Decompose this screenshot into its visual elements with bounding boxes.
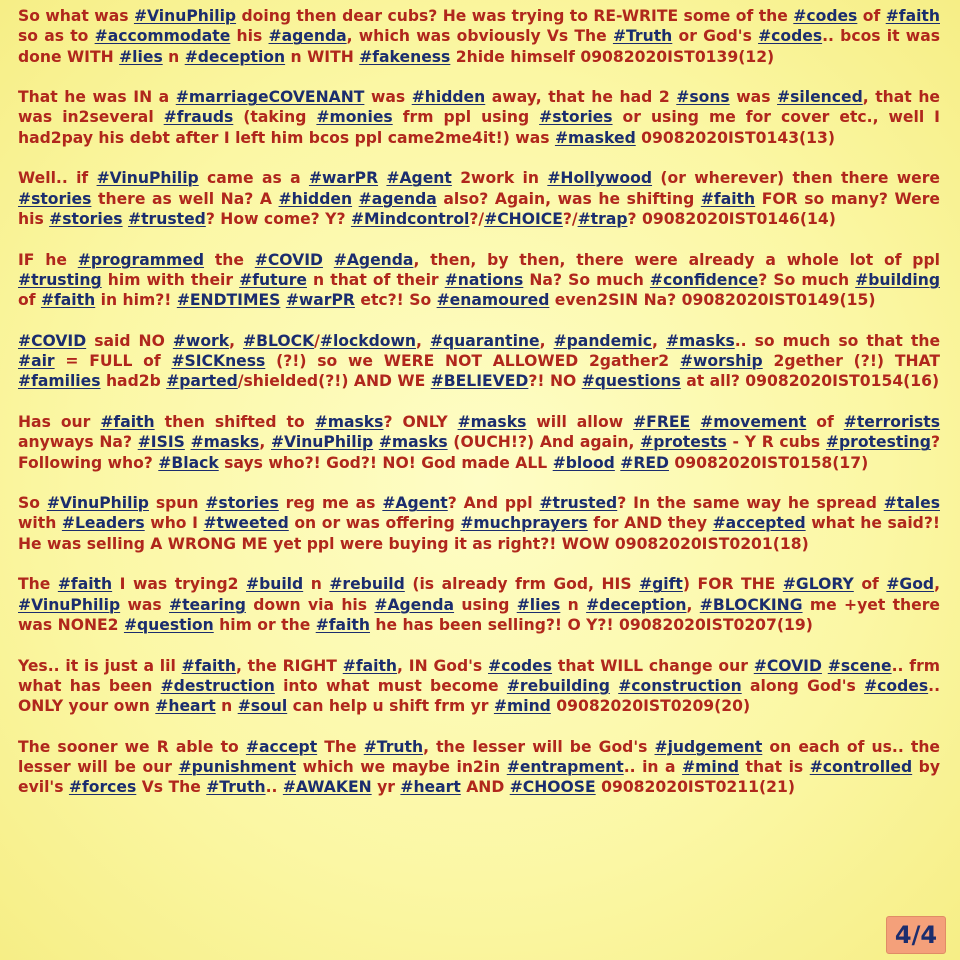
hashtag-link[interactable]: #Truth (363, 737, 424, 756)
document-body (18, 6, 940, 798)
post-paragraph: The sooner we R able to #accept The #Truth, the lesser will be God's #judgement on each of us.. the lesser will be our #punishment which we maybe in2in #entrapment.. in a #mind that is #controlled by evil's #forces Vs The #Truth.. #AWAKEN yr #heart AND #CHOOSE 09082020IST0211(21) (18, 737, 941, 797)
hashtag-link[interactable]: #protests (640, 433, 727, 452)
hashtag-link[interactable]: #terrorists (843, 412, 941, 431)
hashtag-link[interactable]: #Agenda (333, 250, 414, 269)
hashtag-link[interactable]: #worship (679, 352, 763, 371)
post-paragraph: #COVID said NO #work, #BLOCK/#lockdown, #quarantine, #pandemic, #masks.. so much so that the #air = FULL of #SICKness (?!) so we WERE NOT ALLOWED 2gather2 #worship 2gether (?!) THAT #families had2b #parted/shielded(?!) AND WE #BELIEVED?! NO #questions at all? 09082020IST0154(16) (18, 331, 941, 391)
hashtag-link[interactable]: #Leaders (61, 514, 145, 533)
hashtag-link[interactable]: #masks (457, 412, 527, 431)
hashtag-link[interactable]: #Truth (206, 778, 266, 797)
post-paragraph: That he was IN a #marriageCOVENANT was #hidden away, that he had 2 #sons was #silenced, that he was in2several #frauds (taking #monies frm ppl using #stories or using me for cover etc., well I had2pay his debt after I left him bcos ppl came2me4it!) was #masked 09082020IST0143(13) (18, 88, 940, 147)
hashtag-link[interactable]: #tearing (169, 595, 246, 614)
hashtag-link[interactable]: #scene (827, 656, 892, 675)
hashtag-link[interactable]: #hidden (411, 88, 486, 107)
hashtag-link[interactable]: #rebuilding (506, 676, 610, 695)
hashtag-link[interactable]: #agenda (268, 27, 347, 46)
hashtag-link[interactable]: #soul (237, 697, 288, 716)
hashtag-link[interactable]: #lies (119, 47, 163, 66)
hashtag-link[interactable]: #heart (155, 697, 216, 716)
hashtag-link[interactable]: #movement (700, 412, 807, 431)
hashtag-link[interactable]: #CHOOSE (509, 778, 596, 797)
hashtag-link[interactable]: #masks (378, 433, 448, 452)
hashtag-link[interactable]: #masks (314, 412, 384, 431)
hashtag-link[interactable]: #air (18, 352, 55, 371)
hashtag-link[interactable]: #masked (554, 128, 636, 147)
hashtag-link[interactable]: #lockdown (319, 331, 416, 350)
hashtag-link[interactable]: #codes (864, 676, 929, 695)
post-paragraph: Well.. if #VinuPhilip came as a #warPR #Agent 2work in #Hollywood (or wherever) then there were #stories there as well Na? A #hidden #agenda also? Again, was he shifting #faith FOR so many? Were his #stories #trusted? How come? Y? #Mindcontrol?/#CHOICE?/#trap? 09082020IST0146(14) (18, 169, 941, 228)
hashtag-link[interactable]: #trusted (539, 494, 618, 513)
hashtag-link[interactable]: #VinuPhilip (96, 169, 199, 188)
hashtag-link[interactable]: #muchprayers (460, 514, 588, 533)
hashtag-link[interactable]: #deception (586, 595, 687, 614)
hashtag-link[interactable]: #ENDTIMES (176, 291, 281, 310)
hashtag-link[interactable]: #heart (400, 778, 461, 797)
hashtag-link[interactable]: #AWAKEN (282, 778, 372, 797)
post-paragraph: So what was #VinuPhilip doing then dear cubs? He was trying to RE-WRITE some of the #codes of #faith so as to #accommodate his #agenda, which was obviously Vs The #Truth or God's #codes.. bcos it was done WITH #lies n #deception n WITH #fakeness 2hide himself 09082020IST0139(12) (18, 7, 941, 66)
hashtag-link[interactable]: #faith (315, 615, 370, 634)
hashtag-link[interactable]: #protesting (825, 433, 931, 452)
hashtag-link[interactable]: #nations (444, 270, 524, 289)
hashtag-link[interactable]: #stories (539, 108, 613, 127)
hashtag-link[interactable]: #question (123, 615, 214, 634)
hashtag-link[interactable]: #CHOICE (484, 209, 563, 228)
hashtag-link[interactable]: #frauds (163, 108, 234, 127)
hashtag-link[interactable]: #stories (18, 189, 92, 208)
post-paragraph: Has our #faith then shifted to #masks? ONLY #masks will allow #FREE #movement of #terrorists anyways Na? #ISIS #masks, #VinuPhilip #masks (OUCH!?) And again, #protests - Y R cubs #protesting? Following who? #Black says who?! God?! NO! God made ALL #blood #RED 09082020IST0158(17) (18, 412, 941, 472)
hashtag-link[interactable]: #faith (57, 575, 113, 594)
hashtag-link[interactable]: #faith (100, 412, 155, 431)
hashtag-link[interactable]: #stories (49, 209, 123, 228)
hashtag-link[interactable]: #SICKness (171, 352, 266, 371)
hashtag-link[interactable]: #punishment (178, 757, 297, 776)
hashtag-link[interactable]: #gift (639, 575, 683, 594)
hashtag-link[interactable]: #questions (581, 372, 681, 391)
hashtag-link[interactable]: #faith (181, 656, 236, 675)
hashtag-link[interactable]: #confidence (649, 270, 759, 289)
hashtag-link[interactable]: #trap (577, 209, 628, 228)
hashtag-link[interactable]: #destruction (160, 676, 275, 695)
hashtag-link[interactable]: #ISIS (137, 433, 185, 452)
hashtag-link[interactable]: #VinuPhilip (18, 595, 121, 614)
hashtag-link[interactable]: #BLOCK (243, 331, 315, 350)
hashtag-link[interactable]: #COVID (753, 656, 822, 675)
hashtag-link[interactable]: #faith (885, 7, 940, 25)
hashtag-link[interactable]: #fakeness (359, 47, 451, 66)
hashtag-link[interactable]: #faith (40, 291, 96, 310)
hashtag-link[interactable]: #codes (488, 656, 553, 675)
hashtag-link[interactable]: #Agenda (374, 595, 455, 614)
hashtag-link[interactable]: #marriageCOVENANT (175, 88, 365, 107)
hashtag-link[interactable]: #faith (700, 189, 756, 208)
hashtag-link[interactable]: #trusted (128, 209, 206, 228)
hashtag-link[interactable]: #construction (618, 676, 742, 695)
hashtag-link[interactable]: #BLOCKING (699, 595, 803, 614)
hashtag-link[interactable]: #programmed (77, 250, 205, 269)
hashtag-link[interactable]: #build (246, 575, 304, 594)
hashtag-link[interactable]: #codes (758, 27, 823, 46)
hashtag-link[interactable]: #VinuPhilip (133, 7, 237, 25)
hashtag-link[interactable]: #rebuild (329, 575, 405, 594)
hashtag-link[interactable]: #future (239, 270, 307, 289)
hashtag-link[interactable]: #faith (342, 656, 398, 675)
hashtag-link[interactable]: #accepted (712, 514, 806, 533)
hashtag-link[interactable]: #silenced (777, 88, 863, 107)
hashtag-link[interactable]: #masks (665, 331, 735, 350)
hashtag-link[interactable]: #pandemic (553, 331, 652, 350)
hashtag-link[interactable]: #GLORY (782, 575, 854, 594)
hashtag-link[interactable]: #God (886, 575, 935, 594)
hashtag-link[interactable]: #VinuPhilip (270, 433, 374, 452)
hashtag-link[interactable]: #masks (190, 433, 260, 452)
hashtag-link[interactable]: #FREE (633, 412, 691, 431)
hashtag-link[interactable]: #Black (158, 453, 219, 472)
hashtag-link[interactable]: #Mindcontrol (350, 209, 470, 228)
hashtag-link[interactable]: #sons (676, 88, 730, 107)
hashtag-link[interactable]: #COVID (18, 331, 87, 350)
hashtag-link[interactable]: #Agent (382, 494, 448, 513)
hashtag-link[interactable]: #Agent (386, 169, 452, 188)
hashtag-link[interactable]: #Truth (612, 27, 673, 46)
hashtag-link[interactable]: #trusting (18, 270, 102, 289)
hashtag-link[interactable]: #agenda (358, 189, 437, 208)
hashtag-link[interactable]: #Hollywood (547, 169, 653, 188)
post-paragraph: Yes.. it is just a lil #faith, the RIGHT #faith, IN God's #codes that WILL change our #COVID #scene.. frm what has been #destruction into what must become #rebuilding #construction along God's #codes.. ONLY your own #heart n #soul can help u shift frm yr #mind 09082020IST0209(20) (18, 656, 941, 716)
hashtag-link[interactable]: #monies (316, 108, 393, 127)
hashtag-link[interactable]: #VinuPhilip (46, 494, 149, 513)
hashtag-link[interactable]: #tweeted (203, 514, 289, 533)
hashtag-link[interactable]: #enamoured (436, 291, 550, 310)
hashtag-link[interactable]: #COVID (254, 250, 323, 269)
hashtag-link[interactable]: #deception (184, 47, 286, 66)
post-paragraph: The #faith I was trying2 #build n #rebuild (is already frm God, HIS #gift) FOR THE #GLORY of #God, #VinuPhilip was #tearing down via his #Agenda using #lies n #deception, #BLOCKING me +yet there was NONE2 #question him or the #faith he has been selling?! O Y?! 09082020IST0207(19) (18, 575, 941, 634)
hashtag-link[interactable]: #accept (245, 737, 318, 756)
hashtag-link[interactable]: #BELIEVED (430, 372, 529, 391)
hashtag-link[interactable]: #tales (883, 494, 940, 513)
hashtag-link[interactable]: #mind (493, 697, 551, 716)
hashtag-link[interactable]: #entrapment (506, 757, 624, 776)
hashtag-link[interactable]: #judgement (654, 737, 763, 756)
hashtag-link[interactable]: #blood (552, 453, 615, 472)
hashtag-link[interactable]: #RED (620, 453, 669, 472)
hashtag-link[interactable]: #quarantine (429, 331, 540, 350)
hashtag-link[interactable]: #forces (68, 778, 137, 797)
hashtag-link[interactable]: #codes (793, 7, 858, 25)
hashtag-link[interactable]: #warPR (308, 169, 379, 188)
hashtag-link[interactable]: #work (172, 331, 230, 350)
hashtag-link[interactable]: #accommodate (94, 27, 231, 46)
post-paragraph: So #VinuPhilip spun #stories reg me as #Agent? And ppl #trusted? In the same way he spread #tales with #Leaders who I #tweeted on or was offering #muchprayers for AND they #accepted what he said?! He was selling A WRONG ME yet ppl were buying it as right?! WOW 09082020IST0201(18) (18, 494, 941, 553)
hashtag-link[interactable]: #stories (205, 494, 279, 513)
page-indicator: 4/4 (886, 916, 946, 954)
hashtag-link[interactable]: #parted (166, 372, 238, 391)
hashtag-link[interactable]: #hidden (278, 189, 353, 208)
hashtag-link[interactable]: #families (18, 372, 101, 391)
hashtag-link[interactable]: #warPR (285, 291, 355, 310)
hashtag-link[interactable]: #building (855, 270, 940, 289)
hashtag-link[interactable]: #mind (682, 757, 740, 776)
hashtag-link[interactable]: #controlled (809, 757, 913, 776)
post-paragraph: IF he #programmed the #COVID #Agenda, then, by then, there were already a whole lot of ppl #trusting him with their #future n that of their #nations Na? So much #confidence? So much #building of #faith in him?! #ENDTIMES #warPR etc?! So #enamoured even2SIN Na? 09082020IST0149(15) (18, 250, 940, 310)
hashtag-link[interactable]: #lies (516, 595, 561, 614)
